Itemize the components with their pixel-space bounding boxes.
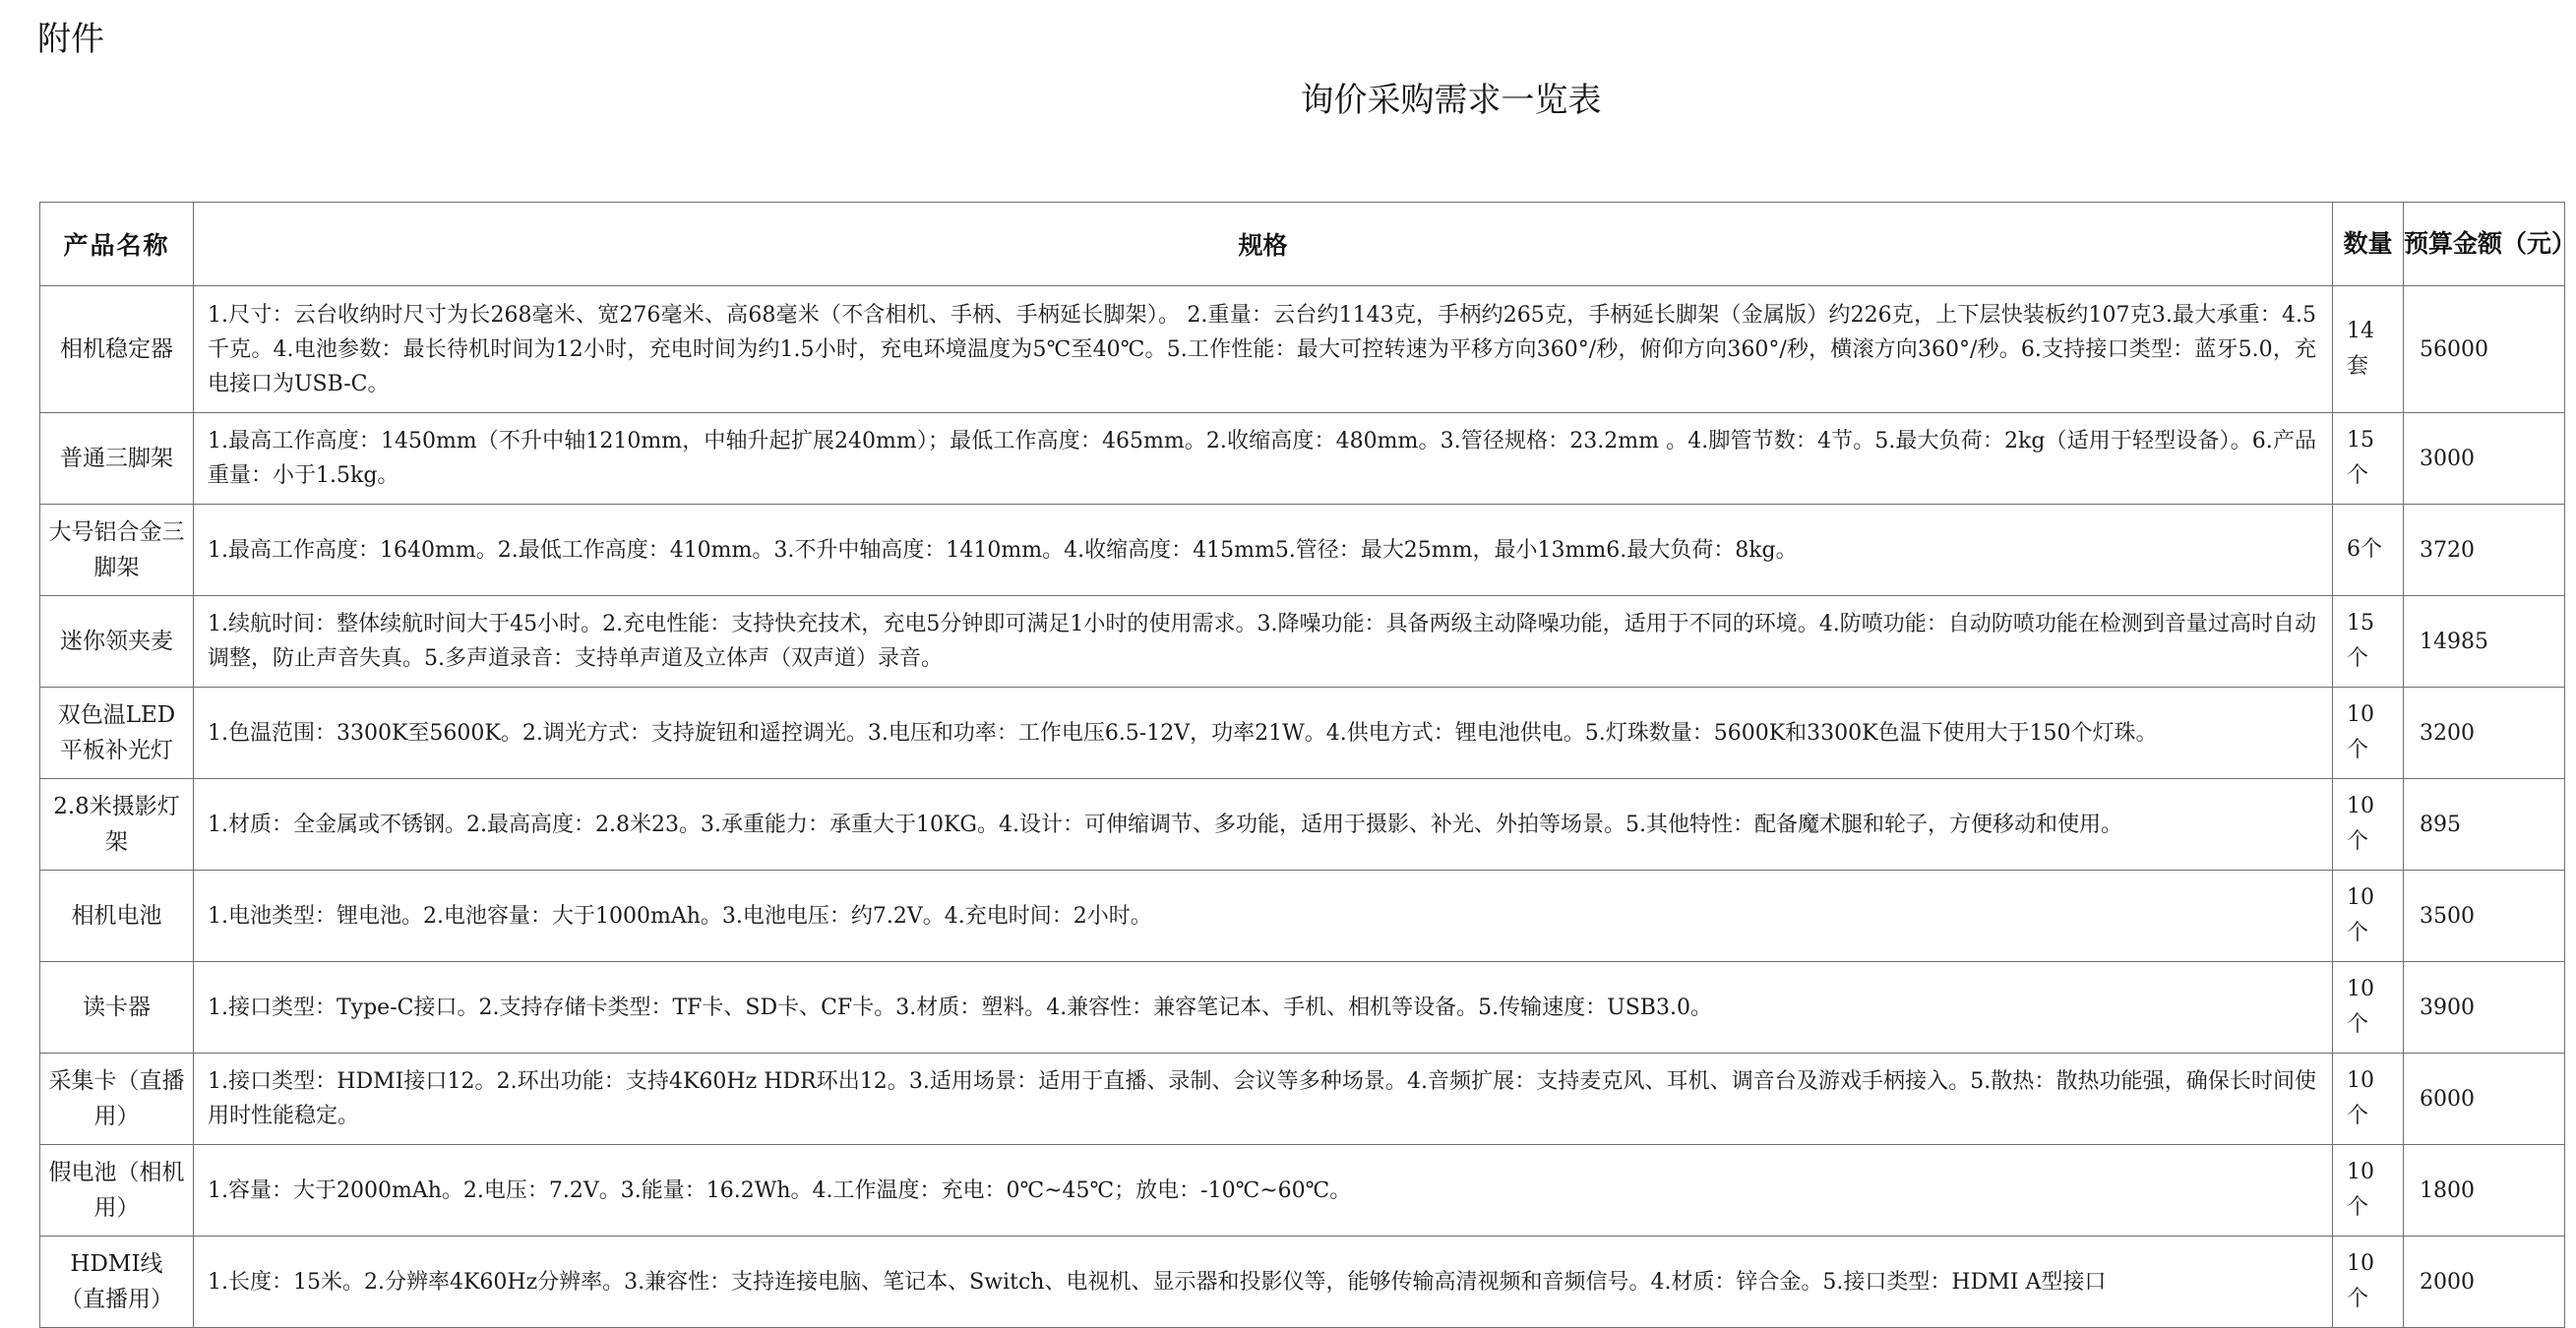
product-qty: 14套 (2333, 286, 2404, 413)
column-header-spec: 规格 (194, 203, 2333, 286)
product-spec: 1.最高工作高度：1640mm。2.最低工作高度：410mm。3.不升中轴高度：1410mm。4.收缩高度：415mm5.管径：最大25mm，最小13mm6.最大负荷：8kg。 (194, 505, 2333, 596)
column-header-name: 产品名称 (40, 203, 194, 286)
product-spec: 1.尺寸：云台收纳时尺寸为长268毫米、宽276毫米、高68毫米（不含相机、手柄、手柄延长脚架）。 2.重量：云台约1143克，手柄约265克，手柄延长脚架（金属版）约226克，上下层快装板约107克3.最大承重：4.5千克。4.电池参数：最长待机时间为12小时，充电时间为约1.5小时，充电环境温度为5℃至40℃。5.工作性能：最大可控转速为平移方向360°/秒，俯仰方向360°/秒，横滚方向360°/秒。6.支持接口类型：蓝牙5.0，充电接口为USB-C。 (194, 286, 2333, 413)
table-row (40, 413, 2565, 505)
product-qty: 15个 (2333, 596, 2404, 688)
table-row (40, 1237, 2565, 1328)
product-qty: 15个 (2333, 413, 2404, 505)
product-name: 假电池（相机用） (40, 1145, 194, 1237)
table-row (40, 505, 2565, 596)
product-name: 采集卡（直播用） (40, 1054, 194, 1145)
product-spec: 1.材质：全金属或不锈钢。2.最高高度：2.8米23。3.承重能力：承重大于10KG。4.设计：可伸缩调节、多功能，适用于摄影、补光、外拍等场景。5.其他特性：配备魔术腿和轮子，方便移动和使用。 (194, 779, 2333, 871)
product-budget: 3720 (2404, 505, 2565, 596)
product-name: HDMI线（直播用） (40, 1237, 194, 1328)
product-name: 迷你领夹麦 (40, 596, 194, 688)
product-spec: 1.色温范围：3300K至5600K。2.调光方式：支持旋钮和遥控调光。3.电压和功率：工作电压6.5-12V，功率21W。4.供电方式：锂电池供电。5.灯珠数量：5600K和3300K色温下使用大于150个灯珠。 (194, 688, 2333, 779)
product-qty: 10个 (2333, 962, 2404, 1054)
procurement-table (39, 202, 2576, 1328)
table-row (40, 286, 2565, 413)
product-budget: 56000 (2404, 286, 2565, 413)
product-budget: 14985 (2404, 596, 2565, 688)
product-spec: 1.最高工作高度：1450mm（不升中轴1210mm，中轴升起扩展240mm）；最低工作高度：465mm。2.收缩高度：480mm。3.管径规格：23.2mm 。4.脚管节数：4节。5.最大负荷：2kg（适用于轻型设备）。6.产品重量：小于1.5kg。 (194, 413, 2333, 505)
table-row (40, 779, 2565, 871)
product-name: 普通三脚架 (40, 413, 194, 505)
product-budget: 3200 (2404, 688, 2565, 779)
product-budget: 3900 (2404, 962, 2565, 1054)
column-header-budget: 预算金额（元） (2404, 203, 2565, 286)
product-spec: 1.接口类型：HDMI接口12。2.环出功能：支持4K60Hz HDR环出12。3.适用场景：适用于直播、录制、会议等多种场景。4.音频扩展：支持麦克风、耳机、调音台及游戏手柄接入。5.散热：散热功能强，确保长时间使用时性能稳定。 (194, 1054, 2333, 1145)
table-header-row (40, 203, 2565, 286)
product-name: 相机稳定器 (40, 286, 194, 413)
product-qty: 10个 (2333, 688, 2404, 779)
product-name: 大号铝合金三脚架 (40, 505, 194, 596)
product-qty: 10个 (2333, 1237, 2404, 1328)
table-row (40, 688, 2565, 779)
product-qty: 10个 (2333, 1054, 2404, 1145)
product-spec: 1.长度：15米。2.分辨率4K60Hz分辨率。3.兼容性：支持连接电脑、笔记本、Switch、电视机、显示器和投影仪等，能够传输高清视频和音频信号。4.材质：锌合金。5.接口类型：HDMI A型接口 (194, 1237, 2333, 1328)
product-budget: 1800 (2404, 1145, 2565, 1237)
product-name: 双色温LED平板补光灯 (40, 688, 194, 779)
column-header-qty: 数量 (2333, 203, 2404, 286)
table-row (40, 596, 2565, 688)
product-spec: 1.电池类型：锂电池。2.电池容量：大于1000mAh。3.电池电压：约7.2V。4.充电时间：2小时。 (194, 871, 2333, 962)
product-qty: 10个 (2333, 779, 2404, 871)
product-qty: 6个 (2333, 505, 2404, 596)
product-budget: 3000 (2404, 413, 2565, 505)
product-name: 相机电池 (40, 871, 194, 962)
product-qty: 10个 (2333, 871, 2404, 962)
product-spec: 1.接口类型：Type-C接口。2.支持存储卡类型：TF卡、SD卡、CF卡。3.材质：塑料。4.兼容性：兼容笔记本、手机、相机等设备。5.传输速度：USB3.0。 (194, 962, 2333, 1054)
product-budget: 3500 (2404, 871, 2565, 962)
attachment-label: 附件 (37, 20, 104, 59)
product-name: 读卡器 (40, 962, 194, 1054)
product-name: 2.8米摄影灯架 (40, 779, 194, 871)
product-budget: 895 (2404, 779, 2565, 871)
product-budget: 6000 (2404, 1054, 2565, 1145)
table-row (40, 1145, 2565, 1237)
product-spec: 1.容量：大于2000mAh。2.电压：7.2V。3.能量：16.2Wh。4.工作温度：充电：0℃~45℃；放电：-10℃~60℃。 (194, 1145, 2333, 1237)
table-row (40, 871, 2565, 962)
product-budget: 2000 (2404, 1237, 2565, 1328)
table-row (40, 962, 2565, 1054)
table-row (40, 1054, 2565, 1145)
product-spec: 1.续航时间：整体续航时间大于45小时。2.充电性能：支持快充技术，充电5分钟即可满足1小时的使用需求。3.降噪功能：具备两级主动降噪功能，适用于不同的环境。4.防喷功能：自动防喷功能在检测到音量过高时自动调整，防止声音失真。5.多声道录音：支持单声道及立体声（双声道）录音。 (194, 596, 2333, 688)
page-title: 询价采购需求一览表 (1300, 81, 1602, 120)
product-qty: 10个 (2333, 1145, 2404, 1237)
